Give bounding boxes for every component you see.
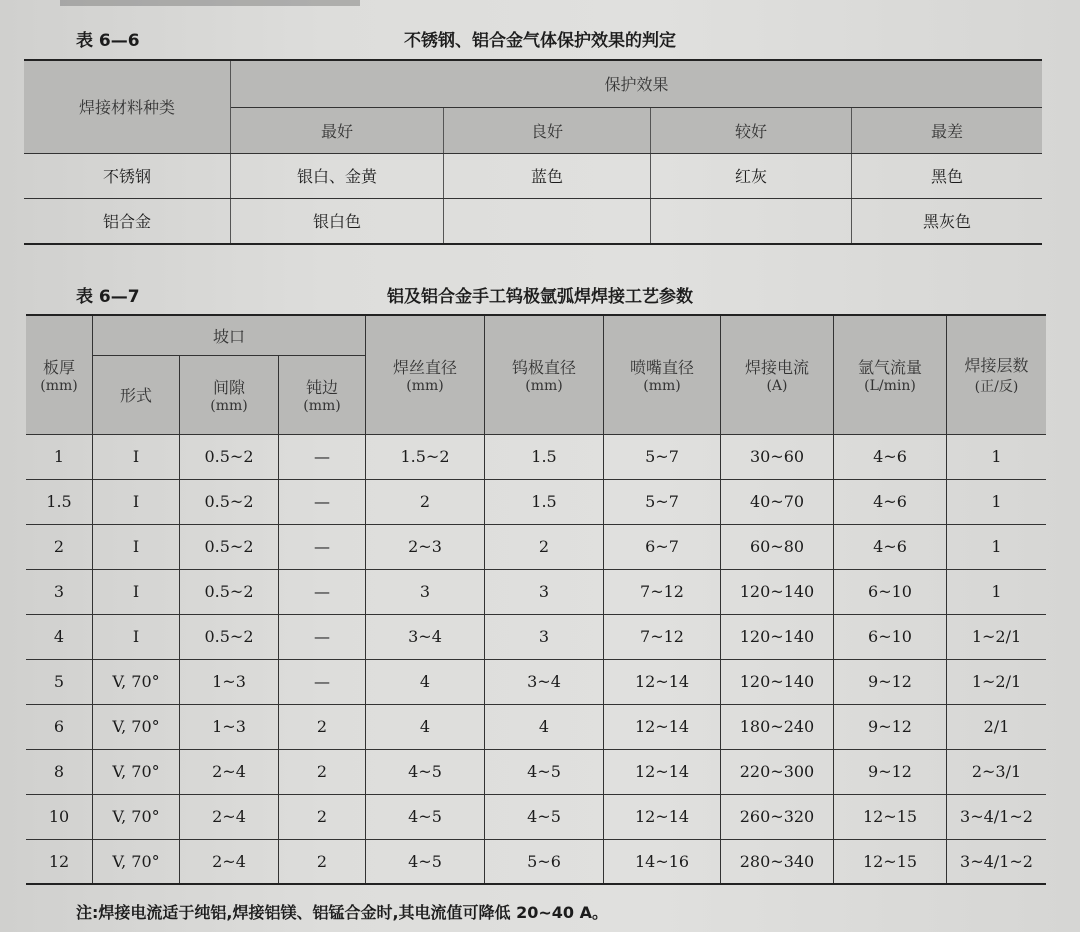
cell-fair (651, 198, 852, 244)
cell-thickness: 3 (26, 569, 93, 614)
cell-worst: 黑灰色 (852, 198, 1043, 244)
cell-tungsten-diameter: 5~6 (485, 839, 604, 884)
cell-wire-diameter: 4 (366, 659, 485, 704)
cell-nozzle-diameter: 12~14 (604, 659, 721, 704)
cell-groove-gap: 2~4 (180, 839, 279, 884)
top-text-fragment (60, 0, 360, 6)
header-worst: 最差 (852, 107, 1043, 153)
cell-groove-blunt: 2 (279, 749, 366, 794)
cell-groove-blunt: — (279, 659, 366, 704)
table2-title: 铝及铝合金手工钨极氩弧焊焊接工艺参数 (387, 287, 693, 307)
cell-tungsten-diameter: 4~5 (485, 749, 604, 794)
cell-weld-layers: 1 (947, 569, 1047, 614)
cell-wire-diameter: 4~5 (366, 839, 485, 884)
header-groove-blunt (279, 355, 366, 434)
cell-nozzle-diameter: 7~12 (604, 614, 721, 659)
cell-argon-flow: 4~6 (834, 434, 947, 479)
cell-best: 银白色 (231, 198, 444, 244)
cell-groove-form: I (93, 614, 180, 659)
cell-groove-blunt: — (279, 614, 366, 659)
cell-argon-flow: 9~12 (834, 659, 947, 704)
header-nozzle-diameter (604, 315, 721, 434)
cell-wire-diameter: 4~5 (366, 794, 485, 839)
cell-weld-layers: 1~2/1 (947, 659, 1047, 704)
header-layers-label: 焊接层数 (964, 356, 1029, 376)
cell-argon-flow: 9~12 (834, 704, 947, 749)
cell-tungsten-diameter: 3 (485, 614, 604, 659)
cell-welding-current: 220~300 (721, 749, 834, 794)
cell-material: 不锈钢 (24, 153, 231, 198)
table-note: 注:焊接电流适于纯铝,焊接铝镁、铝锰合金时,其电流值可降低 20~40 A。 (76, 903, 609, 922)
cell-wire-diameter: 3 (366, 569, 485, 614)
table-row (26, 659, 1046, 704)
cell-tungsten-diameter: 1.5 (485, 479, 604, 524)
cell-groove-blunt: — (279, 479, 366, 524)
cell-argon-flow: 6~10 (834, 614, 947, 659)
table-row (26, 524, 1046, 569)
table-row (26, 434, 1046, 479)
table-row (26, 749, 1046, 794)
cell-thickness: 12 (26, 839, 93, 884)
cell-argon-flow: 12~15 (834, 794, 947, 839)
header-blunt-label: 钝边 (305, 378, 338, 397)
cell-argon-flow: 12~15 (834, 839, 947, 884)
cell-groove-form: I (93, 479, 180, 524)
header-current-unit: (A) (766, 378, 788, 395)
cell-groove-gap: 1~3 (180, 659, 279, 704)
cell-groove-gap: 0.5~2 (180, 434, 279, 479)
cell-thickness: 4 (26, 614, 93, 659)
cell-weld-layers: 1 (947, 524, 1047, 569)
header-tungsten-diameter (485, 315, 604, 434)
cell-groove-gap: 0.5~2 (180, 614, 279, 659)
cell-welding-current: 40~70 (721, 479, 834, 524)
header-groove-gap (180, 355, 279, 434)
header-best: 最好 (231, 107, 444, 153)
header-groove: 坡口 (93, 315, 366, 355)
header-welding-current (721, 315, 834, 434)
header-fair: 较好 (651, 107, 852, 153)
cell-wire-diameter: 4 (366, 704, 485, 749)
cell-nozzle-diameter: 5~7 (604, 479, 721, 524)
cell-welding-current: 120~140 (721, 614, 834, 659)
cell-welding-current: 280~340 (721, 839, 834, 884)
cell-nozzle-diameter: 12~14 (604, 704, 721, 749)
cell-groove-form: V, 70° (93, 749, 180, 794)
table-row (26, 839, 1046, 884)
table-row (26, 569, 1046, 614)
header-wire-unit: (mm) (406, 378, 444, 395)
protection-effect-table (24, 59, 1042, 245)
cell-wire-diameter: 1.5~2 (366, 434, 485, 479)
cell-tungsten-diameter: 3 (485, 569, 604, 614)
cell-wire-diameter: 4~5 (366, 749, 485, 794)
cell-good: 蓝色 (444, 153, 651, 198)
header-current-label: 焊接电流 (744, 358, 809, 378)
cell-argon-flow: 9~12 (834, 749, 947, 794)
header-argon-unit: (L/min) (864, 378, 916, 395)
header-argon-flow (834, 315, 947, 434)
header-gap-label: 间隙 (212, 378, 245, 397)
header-tungsten-unit: (mm) (525, 378, 563, 395)
cell-groove-blunt: 2 (279, 794, 366, 839)
cell-groove-blunt: — (279, 434, 366, 479)
header-good: 良好 (444, 107, 651, 153)
header-thickness-label: 板厚 (42, 358, 75, 378)
header-blunt-unit: (mm) (303, 398, 341, 414)
header-layers-unit: (正/反) (974, 379, 1019, 396)
table2-label: 表 6—7 (76, 287, 140, 307)
cell-groove-form: V, 70° (93, 704, 180, 749)
table1-title: 不锈钢、铝合金气体保护效果的判定 (404, 31, 676, 51)
cell-wire-diameter: 3~4 (366, 614, 485, 659)
cell-best: 银白、金黄 (231, 153, 444, 198)
cell-weld-layers: 1 (947, 479, 1047, 524)
cell-argon-flow: 4~6 (834, 479, 947, 524)
cell-welding-current: 180~240 (721, 704, 834, 749)
cell-material: 铝合金 (24, 198, 231, 244)
header-protection-effect: 保护效果 (231, 60, 1043, 107)
cell-welding-current: 120~140 (721, 569, 834, 614)
header-nozzle-label: 喷嘴直径 (629, 358, 694, 378)
header-groove-form: 形式 (93, 355, 180, 434)
cell-groove-gap: 2~4 (180, 794, 279, 839)
cell-nozzle-diameter: 7~12 (604, 569, 721, 614)
cell-welding-current: 30~60 (721, 434, 834, 479)
cell-fair: 红灰 (651, 153, 852, 198)
cell-groove-gap: 0.5~2 (180, 569, 279, 614)
cell-groove-form: V, 70° (93, 794, 180, 839)
cell-welding-current: 260~320 (721, 794, 834, 839)
cell-tungsten-diameter: 2 (485, 524, 604, 569)
header-thickness (26, 315, 93, 434)
cell-weld-layers: 2/1 (947, 704, 1047, 749)
cell-wire-diameter: 2~3 (366, 524, 485, 569)
header-gap-unit: (mm) (210, 398, 248, 414)
cell-thickness: 1.5 (26, 479, 93, 524)
cell-weld-layers: 1 (947, 434, 1047, 479)
cell-groove-gap: 2~4 (180, 749, 279, 794)
cell-thickness: 8 (26, 749, 93, 794)
cell-welding-current: 120~140 (721, 659, 834, 704)
cell-nozzle-diameter: 14~16 (604, 839, 721, 884)
cell-good (444, 198, 651, 244)
header-tungsten-label: 钨极直径 (511, 358, 576, 378)
table-row (24, 153, 1042, 198)
cell-thickness: 10 (26, 794, 93, 839)
cell-groove-blunt: 2 (279, 704, 366, 749)
cell-groove-blunt: — (279, 524, 366, 569)
cell-weld-layers: 3~4/1~2 (947, 794, 1047, 839)
table1-label: 表 6—6 (76, 31, 140, 51)
cell-groove-form: I (93, 524, 180, 569)
header-wire-label: 焊丝直径 (392, 358, 457, 378)
cell-nozzle-diameter: 12~14 (604, 794, 721, 839)
table-row (26, 614, 1046, 659)
cell-tungsten-diameter: 3~4 (485, 659, 604, 704)
cell-nozzle-diameter: 6~7 (604, 524, 721, 569)
header-material-type: 焊接材料种类 (24, 60, 231, 153)
cell-argon-flow: 4~6 (834, 524, 947, 569)
cell-worst: 黑色 (852, 153, 1043, 198)
table-row (26, 704, 1046, 749)
header-thickness-unit: (mm) (40, 378, 78, 395)
cell-groove-gap: 0.5~2 (180, 524, 279, 569)
table-row (24, 198, 1042, 244)
header-wire-diameter (366, 315, 485, 434)
cell-tungsten-diameter: 4 (485, 704, 604, 749)
cell-tungsten-diameter: 4~5 (485, 794, 604, 839)
header-nozzle-unit: (mm) (643, 378, 681, 395)
header-weld-layers (947, 315, 1047, 434)
cell-groove-form: V, 70° (93, 839, 180, 884)
cell-groove-gap: 0.5~2 (180, 479, 279, 524)
cell-weld-layers: 3~4/1~2 (947, 839, 1047, 884)
cell-nozzle-diameter: 5~7 (604, 434, 721, 479)
cell-wire-diameter: 2 (366, 479, 485, 524)
table-row (26, 479, 1046, 524)
table-row (26, 794, 1046, 839)
cell-groove-form: I (93, 434, 180, 479)
cell-thickness: 5 (26, 659, 93, 704)
cell-groove-blunt: 2 (279, 839, 366, 884)
cell-thickness: 2 (26, 524, 93, 569)
cell-thickness: 1 (26, 434, 93, 479)
cell-groove-form: V, 70° (93, 659, 180, 704)
cell-weld-layers: 1~2/1 (947, 614, 1047, 659)
welding-parameters-body (26, 434, 1046, 884)
welding-parameters-table (26, 314, 1046, 885)
cell-groove-gap: 1~3 (180, 704, 279, 749)
cell-groove-form: I (93, 569, 180, 614)
cell-thickness: 6 (26, 704, 93, 749)
cell-argon-flow: 6~10 (834, 569, 947, 614)
cell-tungsten-diameter: 1.5 (485, 434, 604, 479)
cell-nozzle-diameter: 12~14 (604, 749, 721, 794)
header-argon-label: 氩气流量 (857, 358, 922, 378)
cell-weld-layers: 2~3/1 (947, 749, 1047, 794)
cell-groove-blunt: — (279, 569, 366, 614)
cell-welding-current: 60~80 (721, 524, 834, 569)
